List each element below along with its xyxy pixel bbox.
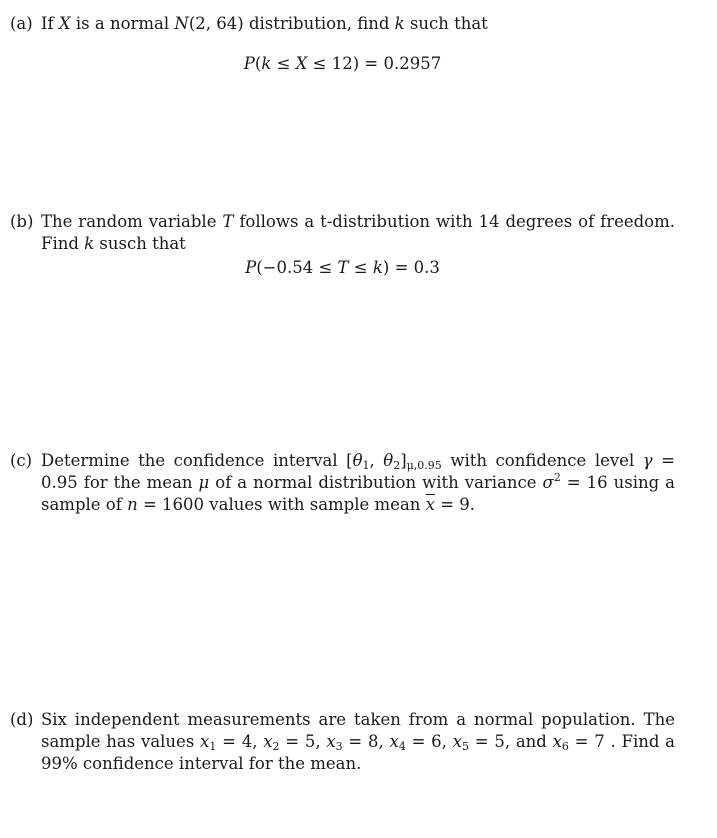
display-equation: P(k ≤ X ≤ 12) = 0.2957 (243, 54, 442, 73)
problem-d (10, 709, 675, 775)
problem-label: (b) (10, 212, 34, 231)
x-bar-symbol: $\overline{x}$ (425, 495, 435, 514)
problem-a (10, 13, 675, 75)
problem-text: Six independent measurements are taken from a normal population. The sample has values $x_1 = 4$, $x_2 = 5$, $x_3 = 8$, $x_4 = 6$, $x_5 = 5$, and $x_6 = 7$ . Find a 99% confidence interval for the mean. (41, 710, 676, 773)
problem-label: (d) (10, 710, 34, 729)
problem-b (10, 211, 675, 279)
problem-text: The random variable T follows a t-distribution with 14 degrees of freedom. Find k susch that (41, 212, 675, 253)
problem-text: Determine the confidence interval [$\theta_1$, $\theta_2]_{\mu,0.95}$ with confidence level γ = 0.95 for the mean μ of a normal distribution with variance $\sigma^2 = 16$ using a sample of n = 1600 values with sample mean $\overline{x} = 9$. (41, 451, 676, 514)
problem-text: If X is a normal N(2, 64) distribution, find k such that (41, 14, 488, 33)
display-equation: P(−0.54 ≤ T ≤ k) = 0.3 (245, 258, 440, 277)
problem-label: (a) (10, 14, 33, 33)
problem-label: (c) (10, 451, 33, 470)
problem-c (10, 450, 675, 516)
